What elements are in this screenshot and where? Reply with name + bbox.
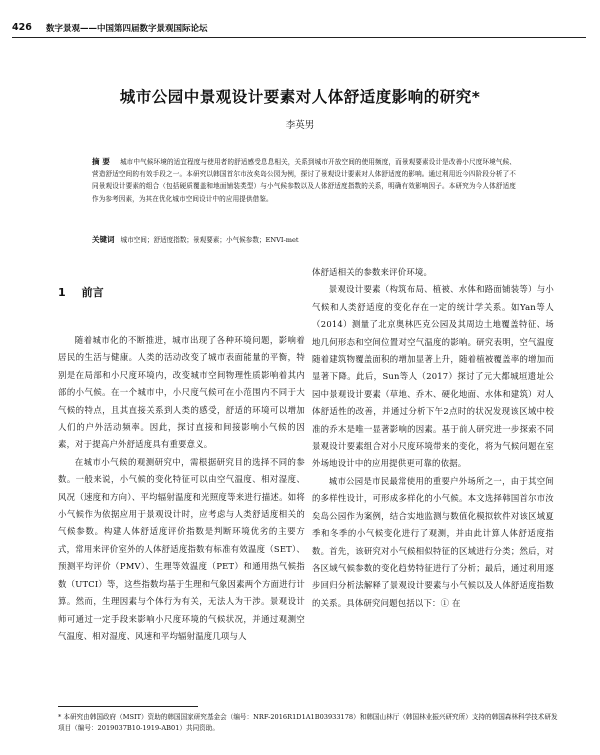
paragraph: 随着城市化的不断推进，城市出现了各种环境问题，影响着居民的生活与健康。人类的活动改变了城市表面能量的平衡，特别是在局部和小尺度环境内，改变城市空间物理性质影响着其内部的小气候。在一个城市中，小尺度气候可在小范围内不同于大气候的特点，且其直接关系到人类的感受，舒适的环境可以增加人们的户外活动频率。因此，探讨直接和间接影响小气候的因素，对于提高户外舒适度具有重要意义。: [58, 335, 305, 450]
abstract-text: 城市中气候环境的适宜程度与使用者的舒适感受息息相关，关系到城市开放空间的使用频度，而景观要素设计是改善小尺度环境气候、营造舒适空间的有效手段之一。本研究以韩国首尔市汝矣岛公园为例，探讨了景观设计要素对人体舒适度的影响。通过利用近今四阶段分析了不同景观设计要素的组合（包括硬质覆盖和地面铺装类型）与小气候参数以及人体舒适度指数的关系，明确有效影响因子。本研究为今人体舒适度作为参考因素，为其在优化城市空间设计中的应用提供借鉴。: [92, 158, 516, 203]
keywords-label: 关键词: [92, 235, 115, 244]
section-number: 1: [58, 286, 66, 299]
abstract: [92, 156, 516, 205]
abstract-label: 摘 要: [92, 157, 110, 166]
footnote-rule: [58, 706, 198, 707]
paragraph: 在城市小气候的观测研究中，需根据研究目的选择不同的参数。一般来说，小气候的变化特征可以由空气温度、相对湿度、风况（速度和方向）、平均辐射温度和光照度等来进行描述。如将小气候作为依据应用于景观设计时，应考虑与人类舒适度相关的气候参数。构建人体舒适度评价指数是判断环境优劣的主要方式，常用来评价室外的人体舒适度指数有标准有效温度（SET）、预测平均评价（PMV）、生理等效温度（PET）和通用热气候指数（UTCI）等，这些指数均基于生理和气象因素两个方面进行计算。然而，生理因素与个体行为有关，无法人为干涉。景观设计师可通过一定手段来影响小尺度环境的气候状况，并通过观测空气温度、相对湿度、风速和平均辐射温度几项与人: [58, 456, 305, 641]
footnote: * 本研究由韩国政府（MSIT）资助的韩国国家研究基金会（编号：NRF-2016R1D1A1B03933178）和韩国山林厅（韩国林业振兴研究所）支持的韩国森林科学技术研发项目（编号：2019037B10-1919-AB01）共同资助。: [58, 713, 558, 732]
left-column: [58, 332, 305, 645]
journal-name: 数字景观——中国第四届数字景观国际论坛: [46, 24, 208, 34]
section-title: 前言: [81, 286, 104, 299]
page-number: 426: [12, 22, 32, 33]
author: 李英男: [285, 120, 315, 131]
keywords: [92, 234, 522, 245]
paper-title: 城市公园中景观设计要素对人体舒适度影响的研究*: [119, 88, 481, 106]
keywords-text: 城市空间；舒适度指数；景观要素；小气候参数；ENVI-met: [120, 236, 299, 244]
running-header: [12, 22, 586, 38]
paragraph: 城市公园是市民最常使用的重要户外场所之一，由于其空间的多样性设计，可形成多样化的小气候。本文选择韩国首尔市汝矣岛公园作为案例，结合实地监测与数值化模拟软件对该区域夏季和冬季的小气候变化进行了观测，并由此计算人体舒适度指数。首先，该研究对小气候相似特征的区域进行分类；然后，对各区域气候参数的变化趋势特征进行了分析；最后，通过利用逐步回归分析法解释了景观设计要素与小气候以及人体舒适度指数的关系。具体研究问题包括以下：① 在: [312, 475, 554, 608]
header-rule: [12, 37, 586, 38]
right-column: [312, 264, 554, 612]
paragraph: 景观设计要素（构筑布局、植被、水体和路面铺装等）与小气候和人类舒适度的变化存在一定的统计学关系。如Yan等人（2014）测量了北京奥林匹克公园及其周边土地覆盖特征、场地几何形态和空间位置对空气温度的影响。研究表明，空气温度随着建筑物覆盖面积的增加显著上升，随着植被覆盖率的增加而显著下降。此后，Sun等人（2017）探讨了元大都城垣遗址公园中景观设计要素（草地、乔木、硬化地面、水体和建筑）对人体舒适性的改善，并通过分析下午2点时的状况发现该区域中校准的乔木是唯一显著影响的因素。基于前人研究进一步探索不同景观设计要素组合对小尺度环境带来的变化，将为气候问题在室外场地设计中的应用提供更可靠的依据。: [312, 284, 554, 469]
paragraph: 体舒适相关的参数来评价环境。: [312, 267, 433, 277]
section-heading: [58, 284, 104, 300]
